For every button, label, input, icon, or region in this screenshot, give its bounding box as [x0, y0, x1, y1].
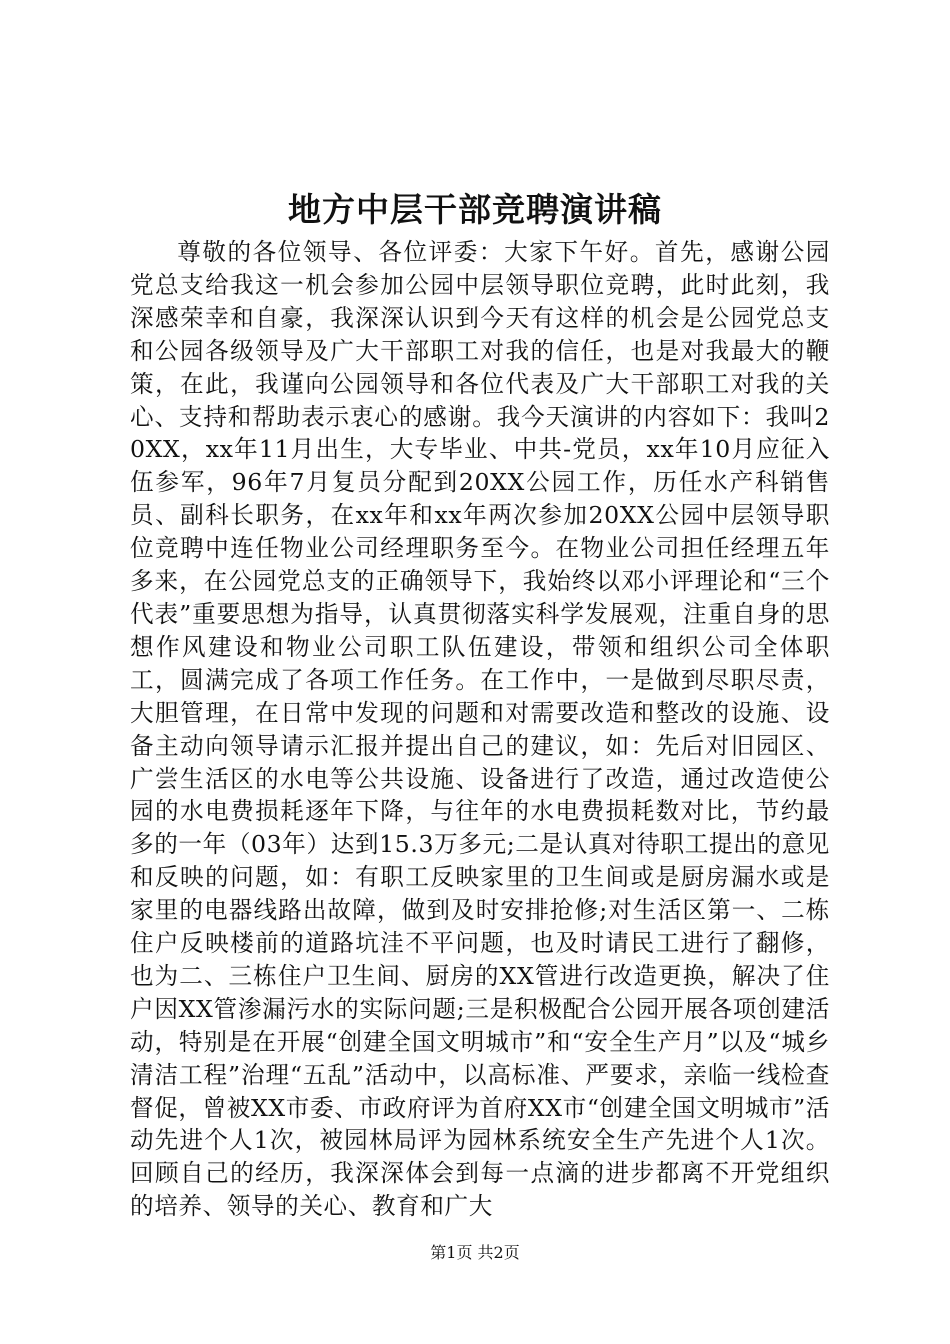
- document-title: 地方中层干部竞聘演讲稿: [288, 190, 662, 229]
- document-body-paragraph: 尊敬的各位领导、各位评委：大家下午好。首先，感谢公园党总支给我这一机会参加公园中层领导职位竞聘，此时此刻，我深感荣幸和自豪，我深深认识到今天有这样的机会是公园党总支和公园各级领导及广大干部职工对我的信任，也是对我最大的鞭策，在此，我谨向公园领导和各位代表及广大干部职工对我的关心、支持和帮助表示衷心的感谢。我今天演讲的内容如下：我叫20XX，xx年11月出生，大专毕业、中共-党员，xx年10月应征入伍参军，96年7月复员分配到20XX公园工作，历任水产科销售员、副科长职务，在xx年和xx年两次参加20XX公园中层领导职位竞聘中连任物业公司经理职务至今。在物业公司担任经理五年多来，在公园党总支的正确领导下，我始终以邓小评理论和“三个代表”重要思想为指导，认真贯彻落实科学发展观，注重自身的思想作风建设和物业公司职工队伍建设，带领和组织公司全体职工，圆满完成了各项工作任务。在工作中，一是做到尽职尽责，大胆管理，在日常中发现的问题和对需要改造和整改的设施、设备主动向领导请示汇报并提出自己的建议，如：先后对旧园区、广尝生活区的水电等公共设施、设备进行了改造，通过改造使公园的水电费损耗逐年下降，与往年的水电费损耗数对比，节约最多的一年（03年）达到15.3万多元;二是认真对待职工提出的意见和反映的问题，如：有职工反映家里的卫生间或是厨房漏水或是家里的电器线路出故障，做到及时安排抢修;对生活区第一、二栋住户反映楼前的道路坑洼不平问题，也及时请民工进行了翻修，也为二、三栋住户卫生间、厨房的XX管进行改造更换，解决了住户因XX管渗漏污水的实际问题;三是积极配合公园开展各项创建活动，特别是在开展“创建全国文明城市”和“安全生产月”以及“城乡清洁工程”治理“五乱”活动中，以高标准、严要求，亲临一线检查督促，曾被XX市委、市政府评为首府XX市“创建全国文明城市”活动先进个人1次，被园林局评为园林系统安全生产先进个人1次。回顾自己的经历，我深深体会到每一点滴的进步都离不开党组织的培养、领导的关心、教育和广大: [130, 238, 830, 1221]
- page-footer: 第1页 共2页: [430, 1243, 520, 1262]
